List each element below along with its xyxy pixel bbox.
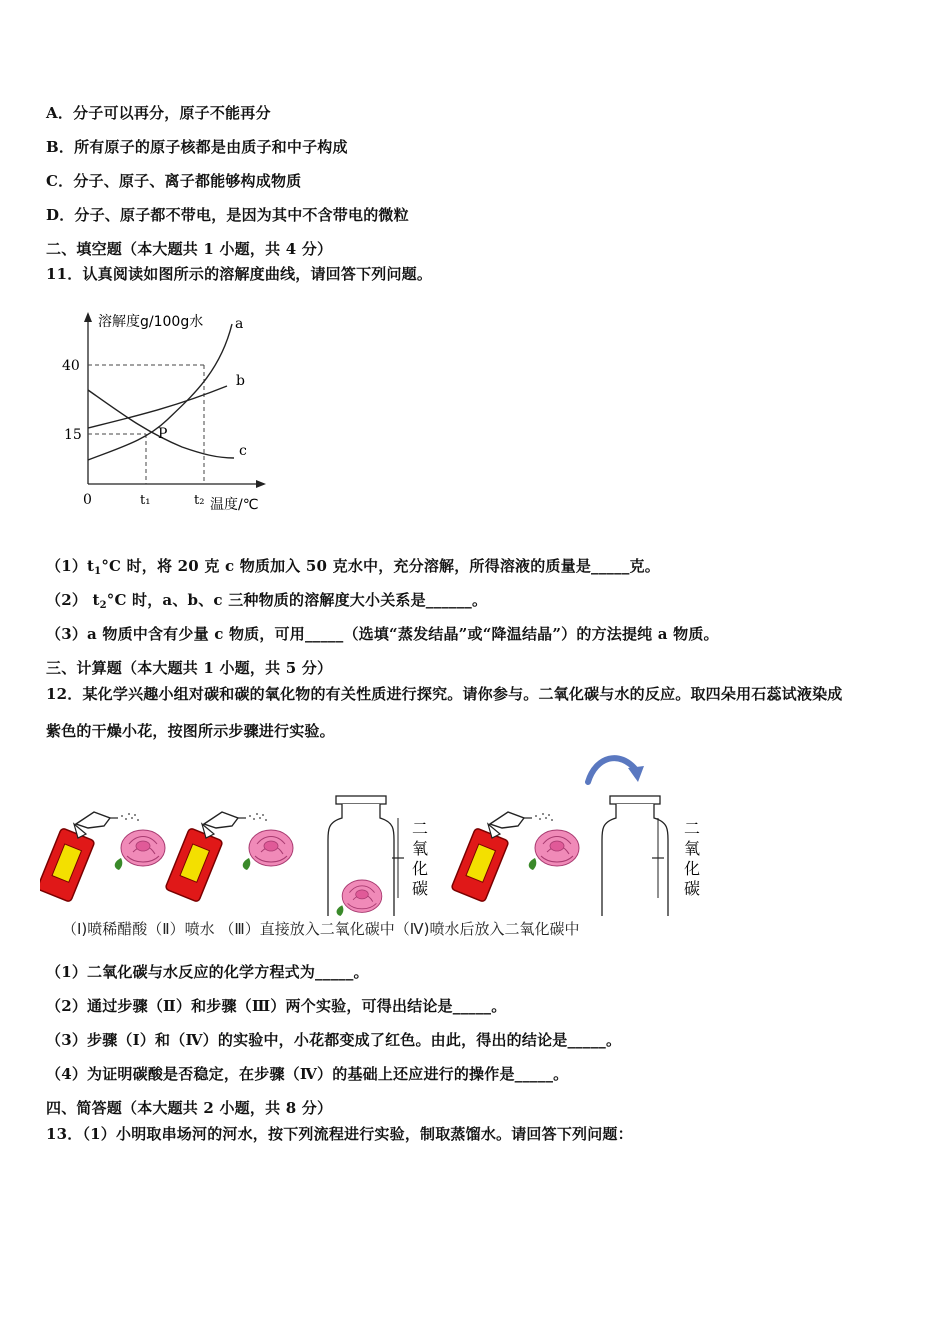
question-12-line2: 紫色的干燥小花，按图所示步骤进行实验。	[46, 722, 335, 740]
x-tick-t2: t₂	[194, 493, 205, 508]
option-d: D．分子、原子都不带电，是因为其中不含带电的微粒	[46, 206, 409, 224]
experiment-diagram	[40, 748, 720, 916]
section4-heading: 四、简答题（本大题共 2 小题，共 8 分）	[46, 1099, 333, 1117]
curve-c-label: c	[239, 443, 247, 459]
question-12-line1: 12．某化学兴趣小组对碳和碳的氧化物的有关性质进行探究。请你参与。二氧化碳与水的反应。取四朵用石蕊试液染成	[46, 685, 843, 703]
q11-sub1: $(1)t_1^\circ C$ 时，将 20 克 c 物质加入 50 克水中，充分溶解，所得溶液的质量是_____克。	[46, 557, 660, 577]
curve-c	[88, 390, 234, 458]
jar-1-label-2: 氧	[412, 839, 429, 858]
point-p-label: P	[158, 426, 168, 442]
x-tick-t1: t₁	[140, 493, 151, 508]
q12-sub3: （3）步骤（Ⅰ）和（Ⅳ）的实验中，小花都变成了红色。由此，得出的结论是_____。	[46, 1031, 622, 1049]
option-c: C．分子、原子、离子都能够构成物质	[46, 172, 302, 190]
q12-sub1: （1）二氧化碳与水反应的化学方程式为_____。	[46, 963, 369, 981]
jar-2-label-1: 二	[684, 819, 701, 838]
section2-heading: 二、填空题（本大题共 1 小题，共 4 分）	[46, 240, 333, 258]
y-tick-40: 40	[62, 358, 80, 374]
transfer-arrow-icon	[588, 758, 636, 782]
curve-a-label: a	[235, 316, 244, 332]
curve-b-label: b	[236, 373, 245, 389]
curve-b	[88, 386, 227, 428]
jar-2-label-2: 氧	[684, 839, 701, 858]
section3-heading: 三、计算题（本大题共 1 小题，共 5 分）	[46, 659, 333, 677]
q11-sub3: （3）a 物质中含有少量 c 物质，可用_____（选填“蒸发结晶”或“降温结晶”）的方法提纯 a 物质。	[46, 625, 719, 643]
x-axis-label: 温度/℃	[210, 497, 259, 513]
question-11: 11．认真阅读如图所示的溶解度曲线，请回答下列问题。	[46, 265, 433, 283]
jar-1-label-1: 二	[412, 819, 429, 838]
question-13: 13．（1）小明取串场河的河水，按下列流程进行实验，制取蒸馏水。请回答下列问题：	[46, 1125, 633, 1143]
jar-1-label-3: 化	[412, 859, 429, 878]
solubility-curve-graph	[52, 302, 282, 517]
jar-2-label-4: 碳	[684, 879, 701, 898]
step-1-rose	[115, 830, 165, 870]
x-axis-arrow-icon	[256, 480, 266, 488]
y-tick-15: 15	[64, 427, 82, 443]
step-4-rose	[529, 830, 579, 870]
option-a: A．分子可以再分，原子不能再分	[46, 104, 271, 122]
q11-sub2: （2） $t_2^\circ C$ 时，a、b、c 三种物质的溶解度大小关系是______。	[46, 591, 488, 611]
step-2-rose	[243, 830, 293, 870]
jar-1-label-4: 碳	[412, 879, 429, 898]
origin-label: 0	[83, 492, 92, 508]
jar-2-label-3: 化	[684, 859, 701, 878]
experiment-captions: （Ⅰ)喷稀醋酸（Ⅱ）喷水 （Ⅲ）直接放入二氧化碳中（Ⅳ)喷水后放入二氧化碳中	[62, 920, 580, 938]
q12-sub2: （2）通过步骤（Ⅱ）和步骤（Ⅲ）两个实验，可得出结论是_____。	[46, 997, 507, 1015]
q12-sub4: （4）为证明碳酸是否稳定，在步骤（Ⅳ）的基础上还应进行的操作是_____。	[46, 1065, 569, 1083]
option-b: B．所有原子的原子核都是由质子和中子构成	[46, 138, 348, 156]
y-axis-arrow-icon	[84, 312, 92, 322]
y-axis-label: 溶解度g/100g水	[98, 314, 204, 330]
